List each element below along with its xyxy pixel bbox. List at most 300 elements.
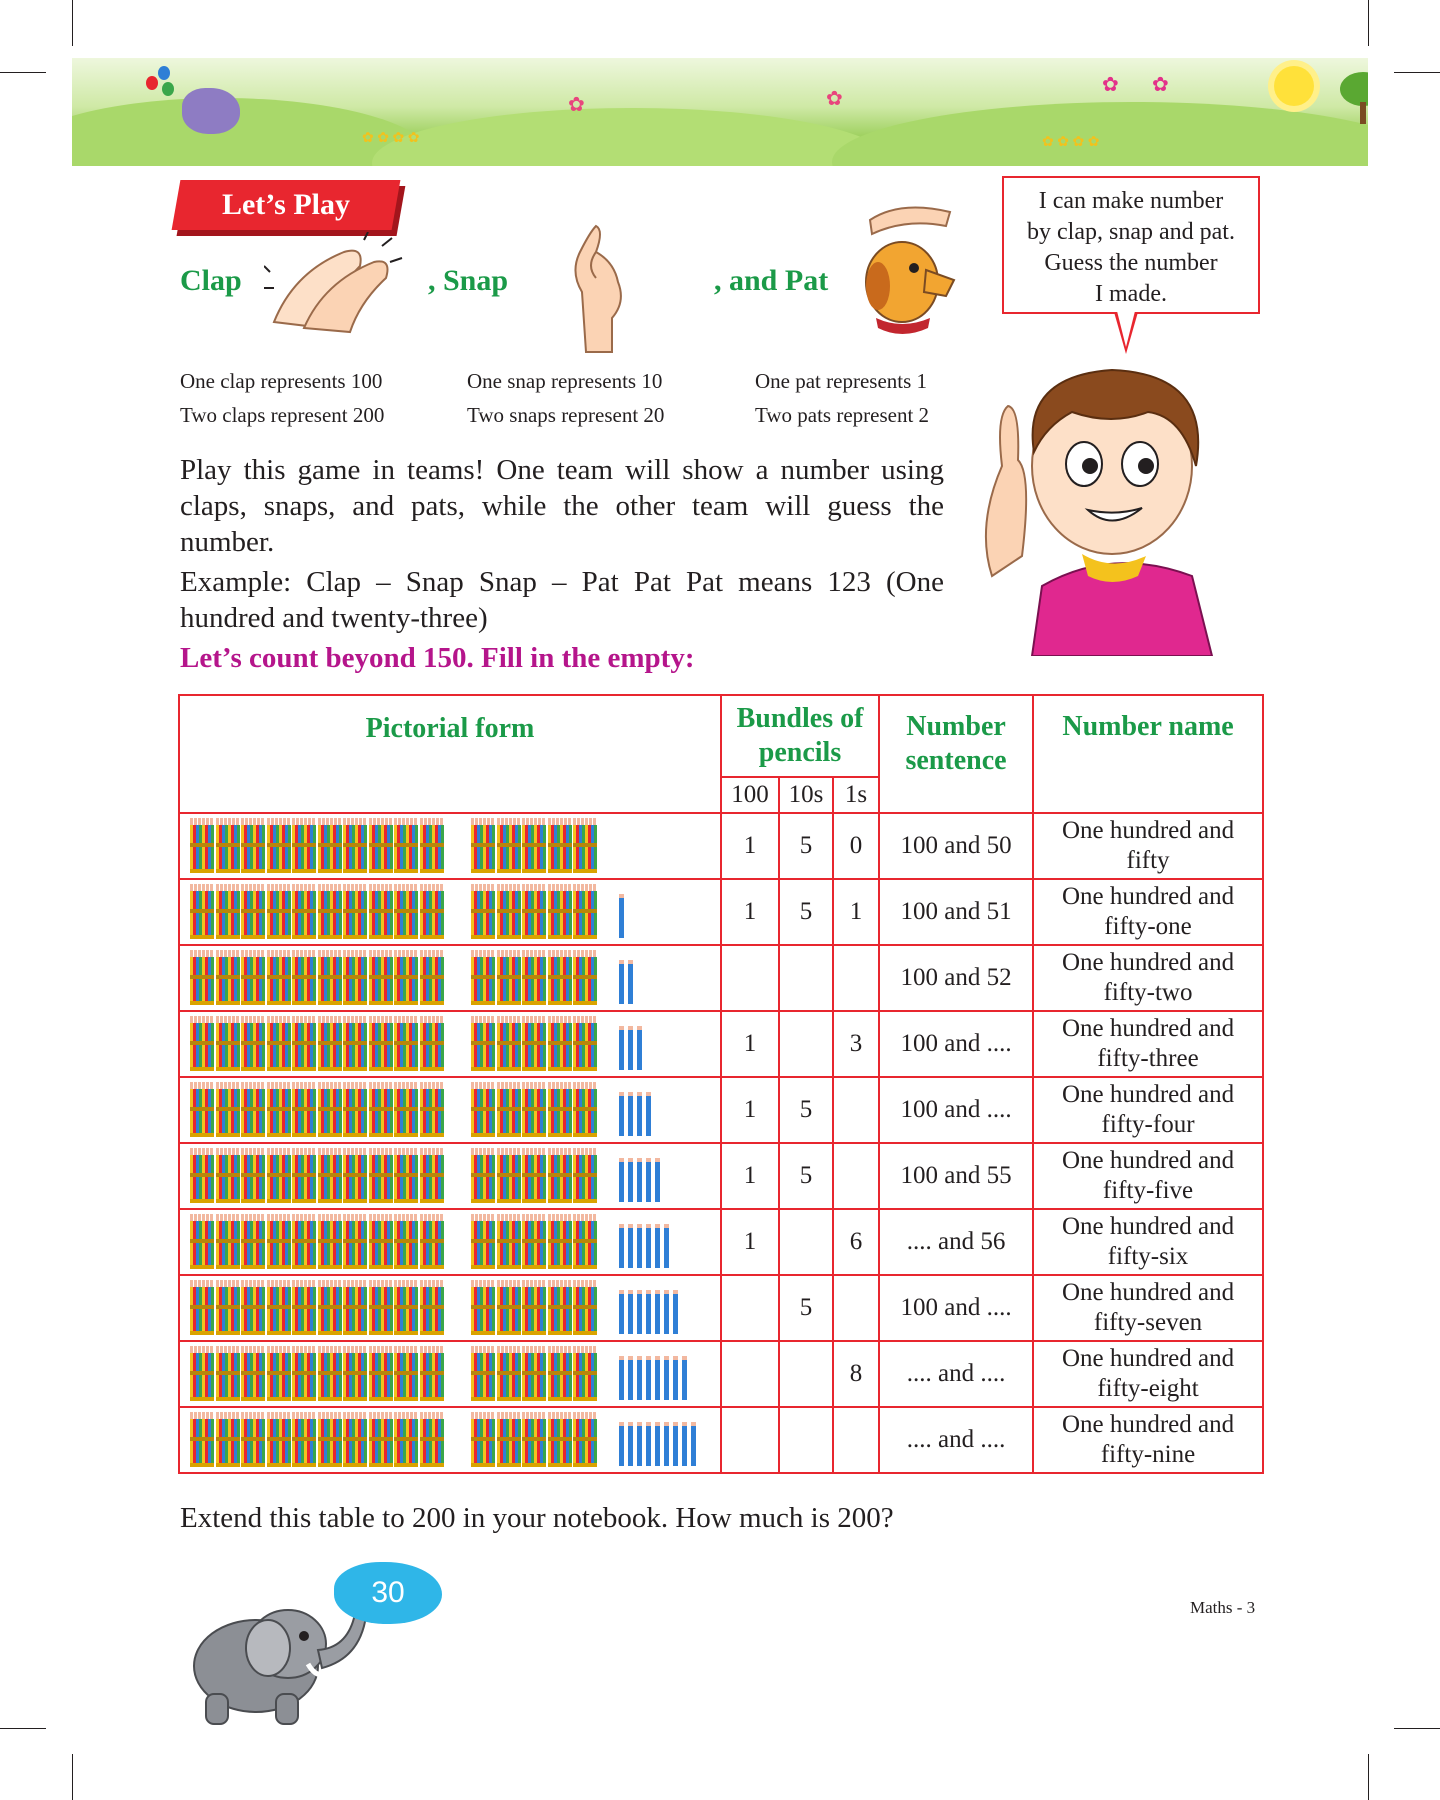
snap-one-line: One snap represents 10 bbox=[467, 369, 663, 393]
number-name-line: fifty-seven bbox=[1093, 1309, 1203, 1336]
lets-play-label: Let’s Play bbox=[221, 188, 351, 221]
pencil-bundle-icon bbox=[216, 1221, 240, 1269]
number-name-cell bbox=[1033, 1077, 1263, 1143]
pencil-bundle-icon bbox=[522, 1089, 546, 1137]
single-pencil-icon bbox=[673, 1356, 678, 1400]
pencil-bundle-icon bbox=[343, 957, 367, 1005]
single-pencil-icon bbox=[628, 1026, 633, 1070]
pencil-bundle-icon bbox=[471, 957, 495, 1005]
bubble-line: I made. bbox=[1095, 281, 1167, 307]
pencil-bundle-icon bbox=[548, 1287, 572, 1335]
intro-paragraph: Play this game in teams! One team will show a number using claps, snaps, and pats, while the other team will guess the number. bbox=[180, 454, 944, 558]
hundreds-cell: 1 bbox=[721, 879, 779, 945]
pencil-bundle-icon bbox=[343, 1353, 367, 1401]
tens-cell bbox=[779, 1209, 833, 1275]
pencil-bundle-icon bbox=[369, 1221, 393, 1269]
number-name-cell bbox=[1033, 1341, 1263, 1407]
pencil-bundle-icon bbox=[497, 891, 521, 939]
clap-label: Clap bbox=[180, 264, 242, 297]
pencil-bundle-icon bbox=[369, 825, 393, 873]
bubble-tail-inner bbox=[1117, 311, 1135, 347]
pencil-bundle-icon bbox=[420, 957, 444, 1005]
pencil-bundle-icon bbox=[267, 1089, 291, 1137]
pencil-bundle-icon bbox=[292, 1221, 316, 1269]
single-pencil-icon bbox=[637, 1356, 642, 1400]
pencil-bundle-icon bbox=[548, 1023, 572, 1071]
pencil-bundle-icon bbox=[369, 1419, 393, 1467]
pencil-bundle-icon bbox=[241, 1089, 265, 1137]
pencil-bundle-icon bbox=[267, 891, 291, 939]
pencil-bundle-icon bbox=[394, 1155, 418, 1203]
pencil-bundle-icon bbox=[420, 1089, 444, 1137]
pictorial-cell bbox=[179, 945, 721, 1011]
pencil-bundle-icon bbox=[548, 891, 572, 939]
single-pencil-icon bbox=[664, 1422, 669, 1466]
pencil-bundle-icon bbox=[548, 1155, 572, 1203]
pencil-bundle-icon bbox=[241, 891, 265, 939]
number-name-cell bbox=[1033, 1011, 1263, 1077]
number-name-line: One hundred and bbox=[1061, 1345, 1235, 1372]
pencil-bundle-icon bbox=[241, 1155, 265, 1203]
pencil-bundle-icon bbox=[522, 1353, 546, 1401]
pencil-bundle-icon bbox=[573, 1089, 597, 1137]
pencil-bundle-icon bbox=[394, 825, 418, 873]
single-pencil-icon bbox=[646, 1158, 651, 1202]
pencil-bundle-icon bbox=[369, 1155, 393, 1203]
pencil-bundle-icon bbox=[497, 1287, 521, 1335]
pencil-bundle-icon bbox=[216, 825, 240, 873]
pencil-bundle-icon bbox=[548, 1089, 572, 1137]
single-pencil-icon bbox=[691, 1422, 696, 1466]
elephant-icon bbox=[182, 88, 240, 134]
pictorial-cell bbox=[179, 1209, 721, 1275]
balloon-icon bbox=[162, 82, 174, 96]
header-hundreds: 100 bbox=[721, 777, 779, 813]
sun-icon bbox=[1274, 66, 1314, 106]
single-pencil-icon bbox=[628, 1092, 633, 1136]
pencil-bundle-table bbox=[178, 694, 1264, 1474]
single-pencil-icon bbox=[655, 1356, 660, 1400]
hundreds-cell: 1 bbox=[721, 1077, 779, 1143]
pencil-bundle-icon bbox=[267, 1023, 291, 1071]
pencil-bundle-icon bbox=[241, 825, 265, 873]
snapping-fingers-icon bbox=[556, 222, 640, 354]
number-name-cell bbox=[1033, 1275, 1263, 1341]
bubble-line: I can make number bbox=[1038, 188, 1224, 214]
crop-mark bbox=[1394, 72, 1440, 73]
pencil-bundle-icon bbox=[318, 1419, 342, 1467]
pictorial-cell bbox=[179, 813, 721, 879]
sentence-cell: 100 and .... bbox=[879, 1077, 1033, 1143]
pencil-bundle-icon bbox=[369, 1023, 393, 1071]
bubble-line: Guess the number bbox=[1044, 250, 1218, 276]
pencil-bundle-icon bbox=[216, 1287, 240, 1335]
pencil-bundle-icon bbox=[369, 957, 393, 1005]
extend-question: Extend this table to 200 in your notebook. How much is 200? bbox=[180, 1502, 894, 1534]
number-name-line: One hundred and bbox=[1061, 817, 1235, 844]
pencil-bundle-icon bbox=[548, 1221, 572, 1269]
hundreds-cell: 1 bbox=[721, 813, 779, 879]
pencil-bundle-icon bbox=[420, 1353, 444, 1401]
single-pencil-icon bbox=[682, 1356, 687, 1400]
example-paragraph: Example: Clap – Snap Snap – Pat Pat Pat means 123 (One hundred and twenty-three) bbox=[180, 566, 944, 634]
single-pencil-icon bbox=[619, 1356, 624, 1400]
balloon-icon bbox=[146, 76, 158, 90]
pencil-bundle-icon bbox=[190, 1287, 214, 1335]
crop-mark bbox=[0, 1728, 46, 1729]
single-pencil-icon bbox=[637, 1224, 642, 1268]
header-ones: 1s bbox=[833, 777, 879, 813]
task-heading: Let’s count beyond 150. Fill in the empty: bbox=[180, 642, 695, 674]
pencil-bundle-icon bbox=[216, 1089, 240, 1137]
tens-cell: 5 bbox=[779, 879, 833, 945]
pencil-bundle-icon bbox=[343, 825, 367, 873]
pencil-bundle-icon bbox=[573, 825, 597, 873]
ones-cell bbox=[833, 1077, 879, 1143]
pictorial-cell bbox=[179, 1011, 721, 1077]
flower-icon: ✿ bbox=[826, 88, 843, 110]
pencil-bundle-icon bbox=[343, 1287, 367, 1335]
snap-label: , Snap bbox=[428, 264, 509, 297]
table-row bbox=[179, 1209, 1263, 1275]
clap-one-line: One clap represents 100 bbox=[180, 369, 383, 393]
tens-cell: 5 bbox=[779, 1077, 833, 1143]
single-pencil-icon bbox=[664, 1290, 669, 1334]
single-pencil-icon bbox=[628, 1224, 633, 1268]
pencil-bundle-icon bbox=[497, 957, 521, 1005]
pencil-bundle-icon bbox=[497, 1221, 521, 1269]
pencil-bundle-icon bbox=[548, 825, 572, 873]
flower-icon: ✿ bbox=[1152, 74, 1169, 96]
single-pencil-icon bbox=[619, 1026, 624, 1070]
table-row bbox=[179, 879, 1263, 945]
pencil-bundle-icon bbox=[471, 1287, 495, 1335]
pencil-bundle-icon bbox=[190, 1089, 214, 1137]
table-row bbox=[179, 1143, 1263, 1209]
pencil-bundle-icon bbox=[369, 891, 393, 939]
pencil-bundle-icon bbox=[420, 1221, 444, 1269]
pencil-bundle-icon bbox=[420, 1287, 444, 1335]
pencil-bundle-icon bbox=[267, 957, 291, 1005]
pictorial-cell bbox=[179, 1275, 721, 1341]
single-pencil-icon bbox=[646, 1356, 651, 1400]
number-name-line: One hundred and bbox=[1061, 1213, 1235, 1240]
tens-cell: 5 bbox=[779, 1143, 833, 1209]
number-name-line: fifty-one bbox=[1104, 913, 1192, 940]
pencil-bundle-icon bbox=[216, 957, 240, 1005]
pencil-bundle-icon bbox=[241, 1221, 265, 1269]
pencil-bundle-icon bbox=[471, 1155, 495, 1203]
pencil-bundle-icon bbox=[241, 1023, 265, 1071]
pencil-bundle-icon bbox=[318, 957, 342, 1005]
pencil-bundle-icon bbox=[292, 1023, 316, 1071]
pictorial-cell bbox=[179, 1143, 721, 1209]
ones-cell: 3 bbox=[833, 1011, 879, 1077]
pencil-bundle-icon bbox=[548, 1353, 572, 1401]
pencil-bundle-icon bbox=[343, 1023, 367, 1071]
ones-cell: 1 bbox=[833, 879, 879, 945]
ones-cell bbox=[833, 945, 879, 1011]
pictorial-cell bbox=[179, 1077, 721, 1143]
crop-mark bbox=[0, 72, 46, 73]
single-pencil-icon bbox=[637, 1092, 642, 1136]
table-row bbox=[179, 945, 1263, 1011]
table-row bbox=[179, 1077, 1263, 1143]
single-pencil-icon bbox=[637, 1422, 642, 1466]
bubble-line: by clap, snap and pat. bbox=[1027, 219, 1235, 245]
pat-two-line: Two pats represent 2 bbox=[755, 403, 930, 427]
pencil-bundle-icon bbox=[394, 1023, 418, 1071]
pencil-bundle-icon bbox=[573, 891, 597, 939]
pencil-bundle-icon bbox=[471, 1089, 495, 1137]
number-name-cell bbox=[1033, 1407, 1263, 1473]
pencil-bundle-icon bbox=[318, 1353, 342, 1401]
pencil-bundle-icon bbox=[471, 825, 495, 873]
single-pencil-icon bbox=[628, 1356, 633, 1400]
crop-mark bbox=[1368, 0, 1369, 46]
pencil-bundle-icon bbox=[292, 1155, 316, 1203]
crop-mark bbox=[72, 0, 73, 46]
pencil-bundle-icon bbox=[267, 1155, 291, 1203]
flower-icon: ✿ bbox=[1102, 74, 1119, 96]
table-row bbox=[179, 1341, 1263, 1407]
pencil-bundle-icon bbox=[216, 1419, 240, 1467]
single-pencil-icon bbox=[655, 1422, 660, 1466]
pictorial-cell bbox=[179, 1407, 721, 1473]
pencil-bundle-icon bbox=[394, 1419, 418, 1467]
single-pencil-icon bbox=[646, 1422, 651, 1466]
pencil-bundle-icon bbox=[343, 891, 367, 939]
sentence-cell: .... and 56 bbox=[879, 1209, 1033, 1275]
pencil-bundle-icon bbox=[292, 1419, 316, 1467]
single-pencil-icon bbox=[628, 960, 633, 1004]
single-pencil-icon bbox=[628, 1158, 633, 1202]
pencil-bundle-icon bbox=[497, 825, 521, 873]
hundreds-cell bbox=[721, 1275, 779, 1341]
pencil-bundle-icon bbox=[573, 1221, 597, 1269]
pencil-bundle-icon bbox=[267, 1419, 291, 1467]
number-name-line: One hundred and bbox=[1061, 1081, 1235, 1108]
pencil-bundle-icon bbox=[573, 1419, 597, 1467]
pencil-bundle-icon bbox=[190, 1155, 214, 1203]
pencil-bundle-icon bbox=[216, 1353, 240, 1401]
pencil-bundle-icon bbox=[369, 1287, 393, 1335]
flower-icon: ✿ ✿ ✿ ✿ bbox=[362, 131, 420, 146]
sentence-cell: 100 and 51 bbox=[879, 879, 1033, 945]
hundreds-cell: 1 bbox=[721, 1011, 779, 1077]
pencil-bundle-icon bbox=[369, 1089, 393, 1137]
pencil-bundle-icon bbox=[497, 1419, 521, 1467]
pencil-bundle-icon bbox=[343, 1155, 367, 1203]
single-pencil-icon bbox=[619, 894, 624, 938]
hundreds-cell bbox=[721, 1407, 779, 1473]
sentence-cell: 100 and .... bbox=[879, 1275, 1033, 1341]
pencil-bundle-icon bbox=[394, 891, 418, 939]
tens-cell bbox=[779, 1341, 833, 1407]
pencil-bundle-icon bbox=[267, 825, 291, 873]
pencil-bundle-icon bbox=[292, 891, 316, 939]
tens-cell: 5 bbox=[779, 1275, 833, 1341]
meadow-banner bbox=[72, 58, 1368, 166]
pencil-bundle-icon bbox=[471, 1419, 495, 1467]
single-pencil-icon bbox=[619, 1158, 624, 1202]
clapping-hands-icon bbox=[264, 232, 404, 342]
single-pencil-icon bbox=[619, 1224, 624, 1268]
pencil-bundle-icon bbox=[216, 1155, 240, 1203]
number-name-cell bbox=[1033, 813, 1263, 879]
ones-cell bbox=[833, 1275, 879, 1341]
pencil-bundle-icon bbox=[420, 825, 444, 873]
single-pencil-icon bbox=[619, 960, 624, 1004]
pencil-bundle-icon bbox=[318, 1221, 342, 1269]
pencil-bundle-icon bbox=[573, 1023, 597, 1071]
lets-play-badge bbox=[172, 180, 401, 230]
tens-cell bbox=[779, 945, 833, 1011]
pencil-bundle-icon bbox=[292, 1287, 316, 1335]
pencil-bundle-icon bbox=[522, 825, 546, 873]
table-row bbox=[179, 1407, 1263, 1473]
pictorial-cell bbox=[179, 879, 721, 945]
pencil-bundle-icon bbox=[318, 1089, 342, 1137]
pencil-bundle-icon bbox=[548, 957, 572, 1005]
number-name-line: fifty-two bbox=[1103, 979, 1193, 1006]
pencil-bundle-icon bbox=[318, 1287, 342, 1335]
hundreds-cell: 1 bbox=[721, 1209, 779, 1275]
pencil-bundle-icon bbox=[394, 1287, 418, 1335]
pat-label: , and Pat bbox=[714, 264, 829, 297]
pencil-bundle-icon bbox=[318, 825, 342, 873]
pencil-bundle-icon bbox=[420, 1419, 444, 1467]
pencil-bundle-icon bbox=[190, 957, 214, 1005]
crop-mark bbox=[72, 1754, 73, 1800]
pencil-bundle-icon bbox=[216, 891, 240, 939]
number-name-line: One hundred and bbox=[1061, 1279, 1235, 1306]
number-name-line: One hundred and bbox=[1061, 1015, 1235, 1042]
single-pencil-icon bbox=[655, 1158, 660, 1202]
snap-two-line: Two snaps represent 20 bbox=[467, 403, 665, 427]
single-pencil-icon bbox=[682, 1422, 687, 1466]
pencil-bundle-icon bbox=[267, 1353, 291, 1401]
number-name-line: One hundred and bbox=[1061, 949, 1235, 976]
pencil-bundle-icon bbox=[190, 1419, 214, 1467]
number-name-line: One hundred and bbox=[1061, 1411, 1235, 1438]
pencil-bundle-icon bbox=[292, 957, 316, 1005]
pencil-bundle-icon bbox=[471, 891, 495, 939]
pencil-bundle-icon bbox=[471, 1353, 495, 1401]
number-name-line: fifty-nine bbox=[1100, 1441, 1196, 1468]
sentence-cell: .... and .... bbox=[879, 1341, 1033, 1407]
pencil-bundle-icon bbox=[216, 1023, 240, 1071]
pencil-bundle-icon bbox=[497, 1155, 521, 1203]
single-pencil-icon bbox=[673, 1422, 678, 1466]
pencil-bundle-icon bbox=[241, 1353, 265, 1401]
single-pencil-icon bbox=[673, 1290, 678, 1334]
pencil-bundle-icon bbox=[343, 1221, 367, 1269]
number-name-line: One hundred and bbox=[1061, 883, 1235, 910]
pencil-bundle-icon bbox=[394, 1089, 418, 1137]
single-pencil-icon bbox=[637, 1158, 642, 1202]
number-name-line: fifty-five bbox=[1102, 1177, 1194, 1204]
pencil-bundle-icon bbox=[318, 1023, 342, 1071]
boy-illustration bbox=[962, 356, 1252, 656]
pencil-bundle-icon bbox=[522, 1287, 546, 1335]
pencil-bundle-icon bbox=[318, 891, 342, 939]
pencil-bundle-icon bbox=[497, 1023, 521, 1071]
pencil-bundle-icon bbox=[573, 957, 597, 1005]
pencil-bundle-icon bbox=[292, 1353, 316, 1401]
pencil-bundle-icon bbox=[522, 957, 546, 1005]
tens-cell: 5 bbox=[779, 813, 833, 879]
tens-cell bbox=[779, 1011, 833, 1077]
header-bundles: Bundles of pencils bbox=[721, 695, 879, 777]
number-name-line: fifty-four bbox=[1101, 1111, 1195, 1138]
sentence-cell: 100 and .... bbox=[879, 1011, 1033, 1077]
pencil-bundle-icon bbox=[394, 1221, 418, 1269]
pencil-bundle-icon bbox=[548, 1419, 572, 1467]
number-name-cell bbox=[1033, 945, 1263, 1011]
pencil-bundle-icon bbox=[522, 1221, 546, 1269]
single-pencil-icon bbox=[637, 1290, 642, 1334]
crop-mark bbox=[1368, 1754, 1369, 1800]
number-name-line: fifty-eight bbox=[1097, 1375, 1199, 1402]
pencil-bundle-icon bbox=[241, 1419, 265, 1467]
pencil-bundle-icon bbox=[573, 1353, 597, 1401]
single-pencil-icon bbox=[628, 1422, 633, 1466]
pencil-bundle-icon bbox=[318, 1155, 342, 1203]
number-name-cell bbox=[1033, 879, 1263, 945]
single-pencil-icon bbox=[655, 1290, 660, 1334]
pencil-bundle-icon bbox=[420, 1155, 444, 1203]
pencil-bundle-icon bbox=[190, 1023, 214, 1071]
hundreds-cell bbox=[721, 1341, 779, 1407]
pencil-bundle-icon bbox=[267, 1287, 291, 1335]
hundreds-cell bbox=[721, 945, 779, 1011]
single-pencil-icon bbox=[619, 1290, 624, 1334]
pencil-bundle-icon bbox=[190, 825, 214, 873]
book-label: Maths - 3 bbox=[1190, 1598, 1256, 1617]
single-pencil-icon bbox=[646, 1224, 651, 1268]
pencil-bundle-icon bbox=[343, 1419, 367, 1467]
number-name-cell bbox=[1033, 1209, 1263, 1275]
pencil-bundle-icon bbox=[471, 1023, 495, 1071]
number-name-line: fifty bbox=[1126, 847, 1170, 874]
header-sentence: Number sentence bbox=[879, 695, 1033, 813]
pencil-bundle-icon bbox=[471, 1221, 495, 1269]
pencil-bundle-icon bbox=[420, 891, 444, 939]
pencil-bundle-icon bbox=[292, 1089, 316, 1137]
pencil-bundle-icon bbox=[190, 891, 214, 939]
sentence-cell: 100 and 55 bbox=[879, 1143, 1033, 1209]
single-pencil-icon bbox=[637, 1026, 642, 1070]
pencil-bundle-icon bbox=[369, 1353, 393, 1401]
header-tens: 10s bbox=[779, 777, 833, 813]
table-row bbox=[179, 1011, 1263, 1077]
clap-two-line: Two claps represent 200 bbox=[180, 403, 385, 427]
ones-cell: 6 bbox=[833, 1209, 879, 1275]
number-name-cell bbox=[1033, 1143, 1263, 1209]
number-name-line: fifty-three bbox=[1097, 1045, 1199, 1072]
pencil-bundle-icon bbox=[420, 1023, 444, 1071]
pencil-bundle-icon bbox=[292, 825, 316, 873]
tree-icon bbox=[1340, 72, 1368, 106]
pencil-bundle-icon bbox=[190, 1353, 214, 1401]
crop-mark bbox=[1394, 1728, 1440, 1729]
sentence-cell: 100 and 52 bbox=[879, 945, 1033, 1011]
pencil-bundle-icon bbox=[241, 1287, 265, 1335]
single-pencil-icon bbox=[646, 1092, 651, 1136]
flower-icon: ✿ ✿ ✿ ✿ bbox=[1042, 135, 1100, 150]
ones-cell bbox=[833, 1143, 879, 1209]
